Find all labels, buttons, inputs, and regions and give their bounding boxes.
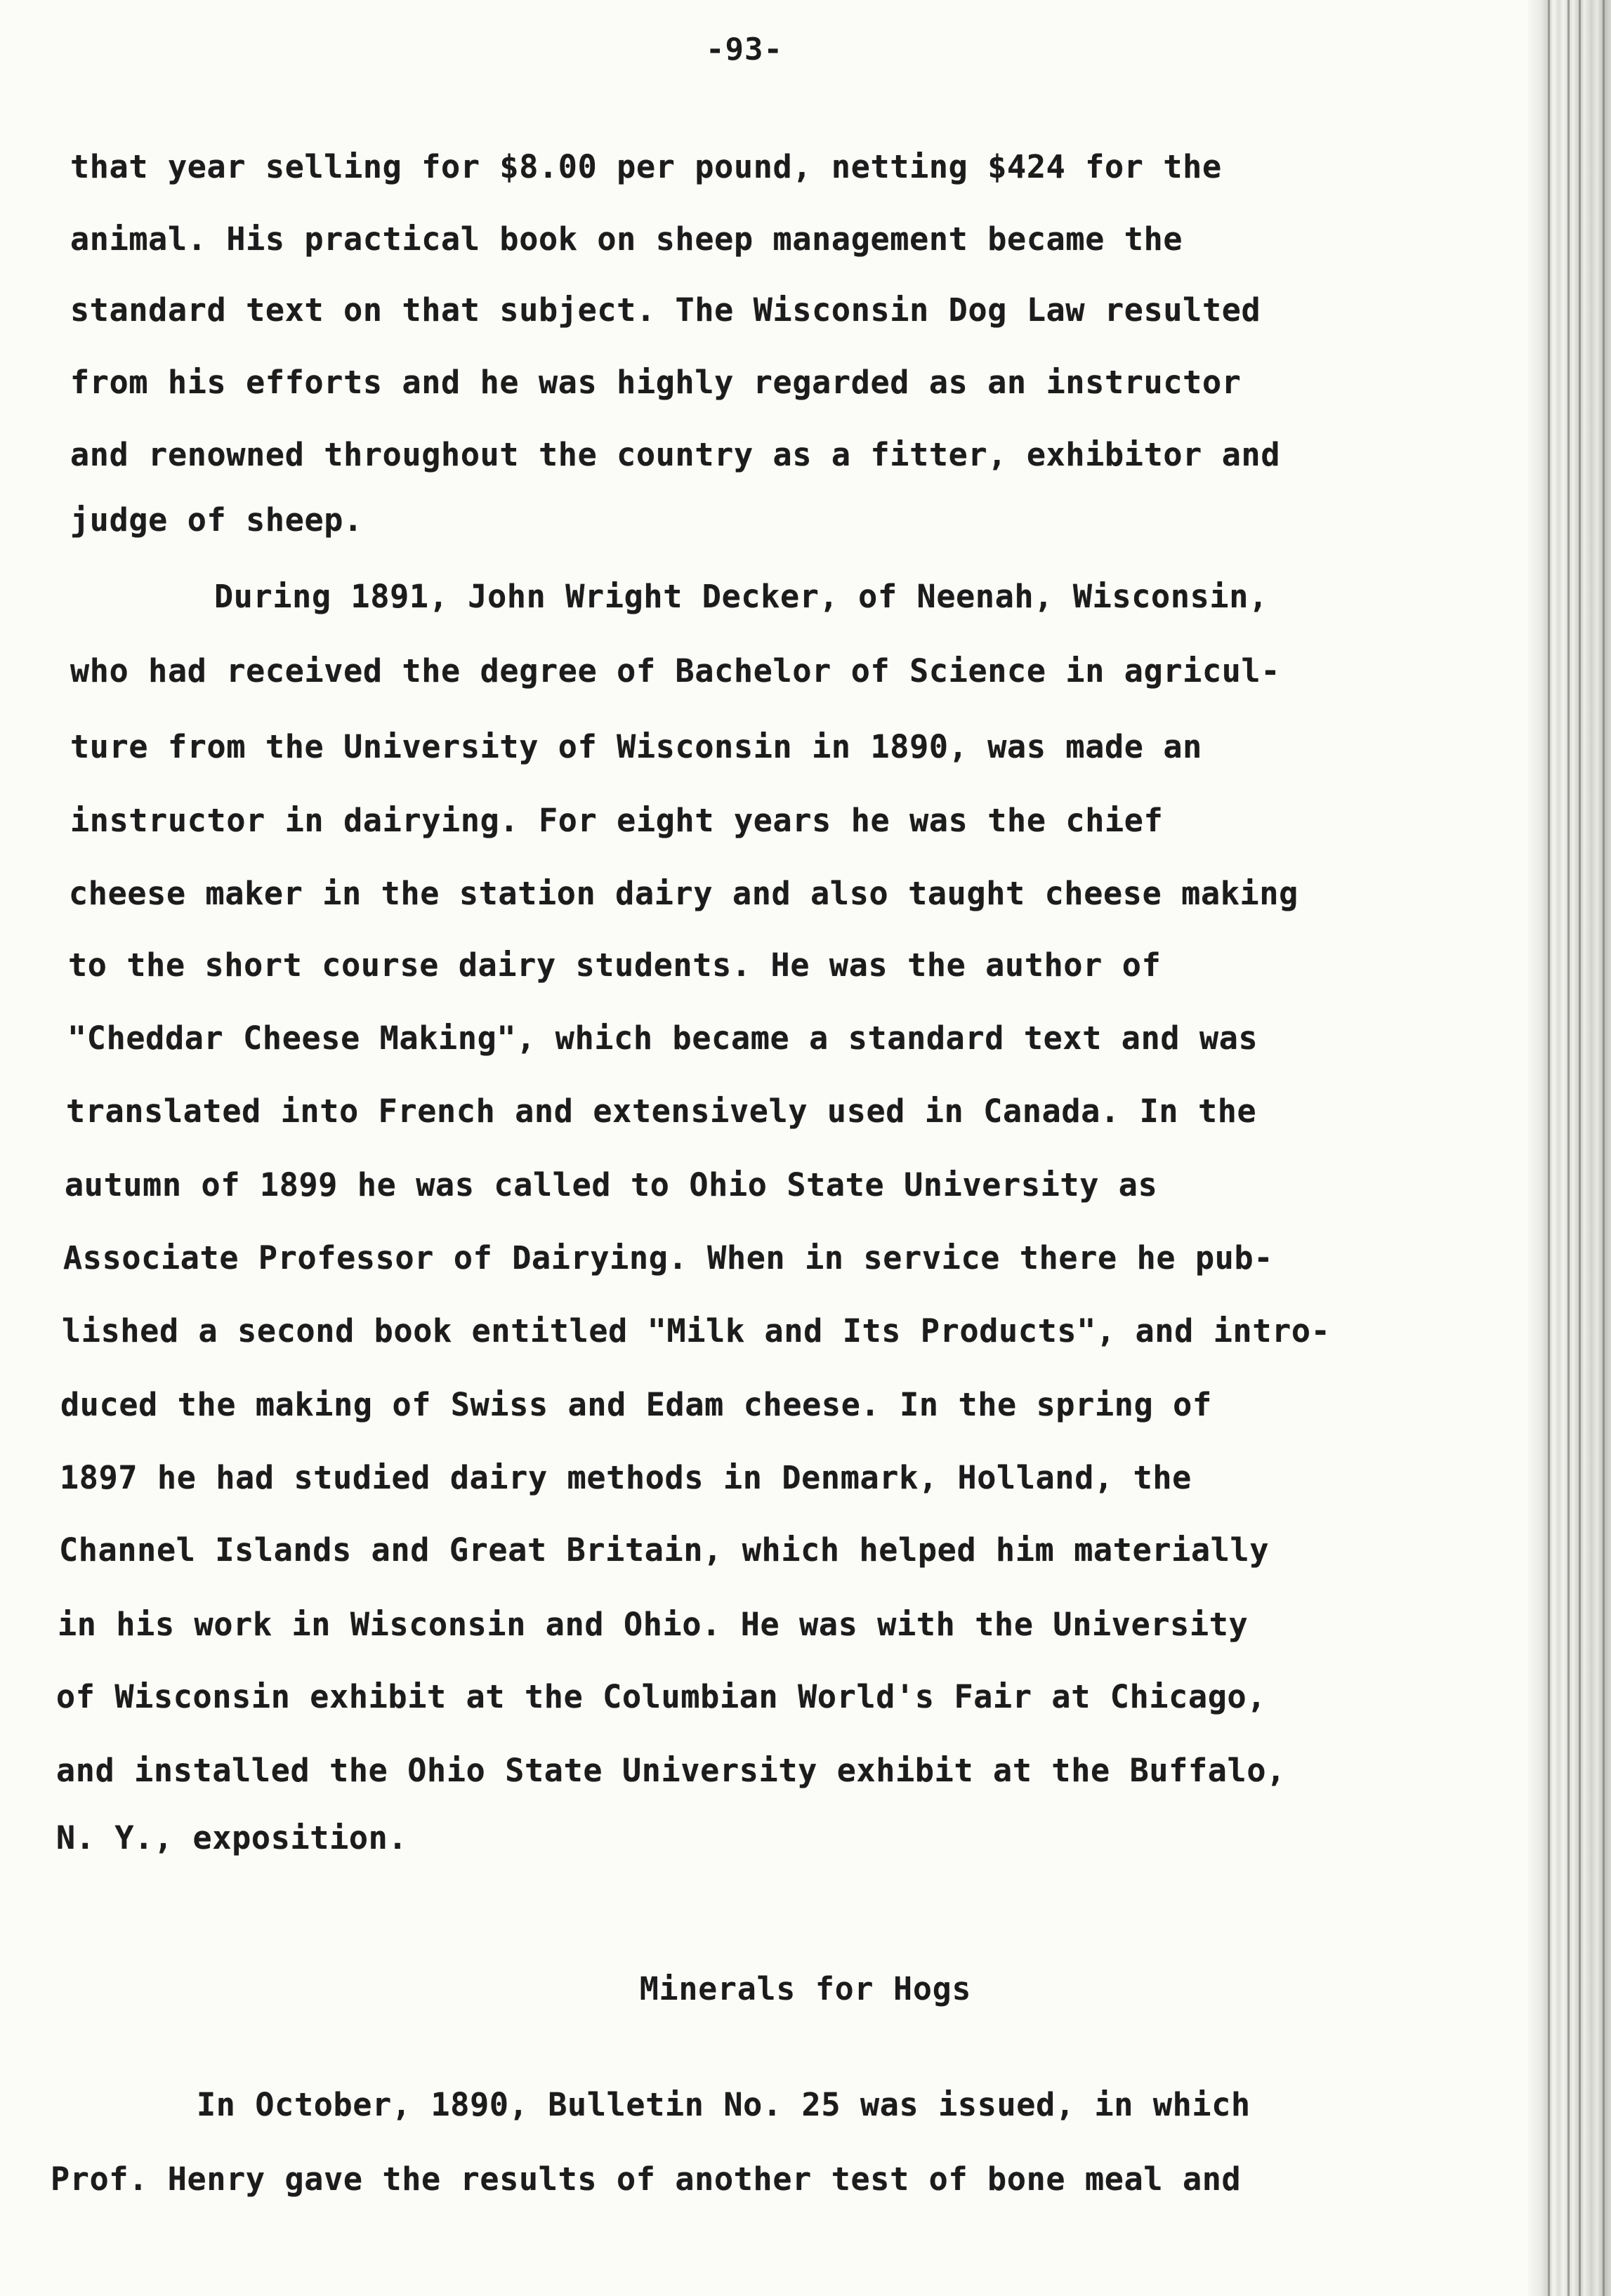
text-line: of Wisconsin exhibit at the Columbian World's Fair at Chicago, (56, 1678, 1267, 1715)
binding-rule (1603, 0, 1605, 2296)
text-line: instructor in dairying. For eight years he was the chief (70, 802, 1164, 839)
page-binding-edge (1528, 0, 1611, 2296)
text-line: judge of sheep. (70, 501, 363, 539)
text-line: duced the making of Swiss and Edam cheese. In the spring of (60, 1386, 1212, 1423)
text-line: Associate Professor of Dairying. When in service there he pub- (63, 1239, 1274, 1276)
text-line: and renowned throughout the country as a fitter, exhibitor and (70, 436, 1281, 473)
text-line: In October, 1890, Bulletin No. 25 was issued, in which (197, 2086, 1251, 2123)
text-line: and installed the Ohio State University exhibit at the Buffalo, (56, 1752, 1286, 1789)
text-line: lished a second book entitled "Milk and Its Products", and intro- (62, 1312, 1331, 1350)
page-number: -93- (706, 32, 783, 67)
text-line: ture from the University of Wisconsin in 1890, was made an (70, 728, 1202, 765)
text-line: that year selling for $8.00 per pound, netting $424 for the (70, 148, 1222, 185)
text-line: translated into French and extensively used in Canada. In the (66, 1093, 1257, 1130)
text-line: Prof. Henry gave the results of another test of bone meal and (51, 2160, 1242, 2198)
text-line: in his work in Wisconsin and Ohio. He was with the University (58, 1606, 1249, 1643)
text-line: autumn of 1899 he was called to Ohio State University as (65, 1166, 1158, 1203)
text-line: "Cheddar Cheese Making", which became a standard text and was (67, 1020, 1258, 1057)
section-heading: Minerals for Hogs (639, 1970, 972, 2007)
binding-rule (1567, 0, 1570, 2296)
binding-rule (1548, 0, 1550, 2296)
text-line: standard text on that subject. The Wisconsin Dog Law resulted (70, 291, 1261, 329)
text-line: 1897 he had studied dairy methods in Denmark, Holland, the (60, 1459, 1192, 1496)
text-line: N. Y., exposition. (56, 1819, 408, 1856)
text-line: During 1891, John Wright Decker, of Neenah, Wisconsin, (214, 578, 1268, 615)
binding-rule (1579, 0, 1581, 2296)
text-line: to the short course dairy students. He was the author of (68, 946, 1162, 984)
text-line: cheese maker in the station dairy and also taught cheese making (69, 875, 1298, 912)
text-line: from his efforts and he was highly regarded as an instructor (70, 364, 1242, 401)
text-line: Channel Islands and Great Britain, which helped him materially (59, 1531, 1270, 1569)
text-line: animal. His practical book on sheep management became the (70, 220, 1183, 258)
text-line: who had received the degree of Bachelor of Science in agricul- (70, 652, 1281, 690)
